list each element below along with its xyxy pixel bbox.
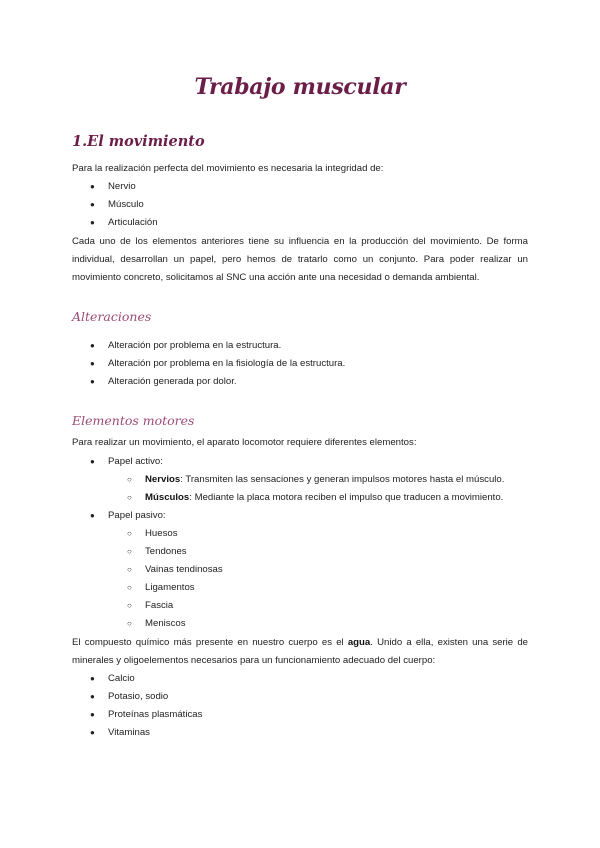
hollow-bullet-icon: ○ [127, 619, 132, 628]
list-item: ● Potasio, sodio [108, 688, 168, 706]
list-item: ● Alteración por problema en la estructura. [108, 337, 281, 355]
hollow-bullet-icon: ○ [127, 547, 132, 556]
list-item: ○ Tendones [145, 543, 187, 561]
hollow-bullet-icon: ○ [127, 565, 132, 574]
bullet-icon: ● [90, 511, 95, 520]
body-paragraph: Cada uno de los elementos anteriores tiene su influencia en la producción del movimiento. De forma individual, desarrollan un papel, pero hemos de tratarlo como un conjunto. Para poder realizar un movimiento concreto, solicitamos al SNC una acción ante una necesidad o demanda ambiental. [72, 236, 528, 283]
list-item: ○ Meniscos [145, 615, 186, 633]
list-item: ● Calcio [108, 670, 135, 688]
list-item: ● Alteración generada por dolor. [108, 373, 237, 391]
list-item: ○ Fascia [145, 597, 173, 615]
bullet-icon: ● [90, 341, 95, 350]
hollow-bullet-icon: ○ [127, 493, 132, 502]
list-item: ● Proteínas plasmáticas [108, 706, 202, 724]
list-item: ● Nervio [108, 178, 136, 196]
bullet-icon: ● [90, 457, 95, 466]
hollow-bullet-icon: ○ [127, 601, 132, 610]
hollow-bullet-icon: ○ [127, 475, 132, 484]
hollow-bullet-icon: ○ [127, 583, 132, 592]
subheading-alteraciones: Alteraciones [72, 309, 152, 324]
bullet-icon: ● [90, 728, 95, 737]
bullet-icon: ● [90, 710, 95, 719]
subheading-elementos-motores: Elementos motores [72, 413, 195, 428]
intro-paragraph: Para realizar un movimiento, el aparato locomotor requiere diferentes elementos: [72, 437, 417, 448]
list-item: ● Músculo [108, 196, 144, 214]
list-item: ● Vitaminas [108, 724, 150, 742]
body-paragraph: El compuesto químico más presente en nuestro cuerpo es el agua. Unido a ella, existen una serie de minerales y oligoelementos necesarios para un funcionamiento adecuado del cuerpo: [72, 637, 528, 666]
list-item: ● Papel pasivo: [108, 507, 166, 525]
bullet-icon: ● [90, 359, 95, 368]
bullet-icon: ● [90, 218, 95, 227]
list-item: ○ Vainas tendinosas [145, 561, 223, 579]
bullet-icon: ● [90, 200, 95, 209]
intro-paragraph: Para la realización perfecta del movimiento es necesaria la integridad de: [72, 163, 384, 174]
bullet-icon: ● [90, 692, 95, 701]
list-item: ● Alteración por problema en la fisiología de la estructura. [108, 355, 345, 373]
list-item: ○ Huesos [145, 525, 178, 543]
list-item: ○ Ligamentos [145, 579, 195, 597]
bullet-icon: ● [90, 182, 95, 191]
list-item: ○ Músculos: Mediante la placa motora reciben el impulso que traducen a movimiento. [145, 489, 503, 507]
bullet-icon: ● [90, 377, 95, 386]
section-heading-movimiento: 1.El movimiento [72, 133, 205, 150]
list-item: ● Articulación [108, 214, 158, 232]
hollow-bullet-icon: ○ [127, 529, 132, 538]
list-item: ● Papel activo: [108, 453, 163, 471]
list-item: ○ Nervios: Transmiten las sensaciones y generan impulsos motores hasta el músculo. [145, 471, 504, 489]
document-title: Trabajo muscular [194, 74, 406, 100]
bullet-icon: ● [90, 674, 95, 683]
